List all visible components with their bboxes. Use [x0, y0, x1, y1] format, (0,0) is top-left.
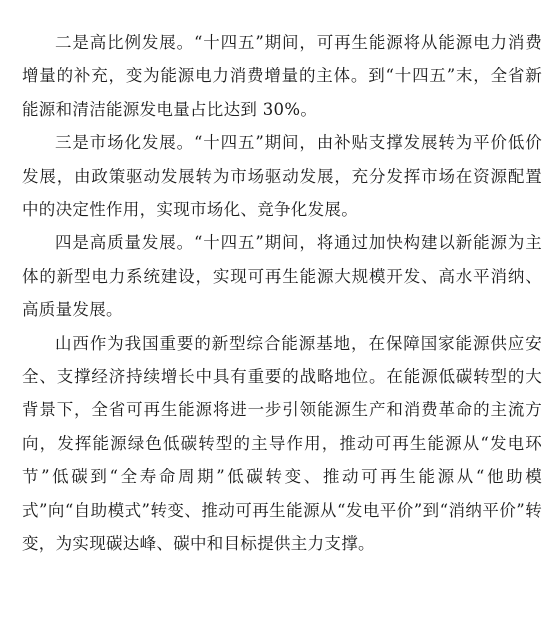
- paragraph-high-proportion: 二是高比例发展。“十四五”期间，可再生能源将从能源电力消费增量的补充，变为能源电力消费增量的主体。到“十四五”末，全省新能源和清洁能源发电量占比达到 30%。: [22, 33, 542, 119]
- paragraph-shanxi-energy-base: 山西作为我国重要的新型综合能源基地，在保障国家能源供应安全、支撑经济持续增长中具有重要的战略地位。在能源低碳转型的大背景下，全省可再生能源将进一步引领能源生产和消费革命的主流方向，发挥能源绿色低碳转型的主导作用，推动可再生能源从“发电环节”低碳到“全寿命周期”低碳转变、推动可再生能源从“他助模式”向“自助模式”转变、推动可再生能源从“发电平价”到“消纳平价”转变，为实现碳达峰、碳中和目标提供主力支撑。: [22, 333, 542, 554]
- paragraph-high-quality: 四是高质量发展。“十四五”期间，将通过加快构建以新能源为主体的新型电力系统建设，实现可再生能源大规模开发、高水平消纳、高质量发展。: [22, 233, 542, 320]
- document-body: [22, 26, 542, 561]
- paragraph-marketization: 三是市场化发展。“十四五”期间，由补贴支撑发展转为平价低价发展，由政策驱动发展转为市场驱动发展，充分发挥市场在资源配置中的决定性作用，实现市场化、竞争化发展。: [22, 133, 542, 220]
